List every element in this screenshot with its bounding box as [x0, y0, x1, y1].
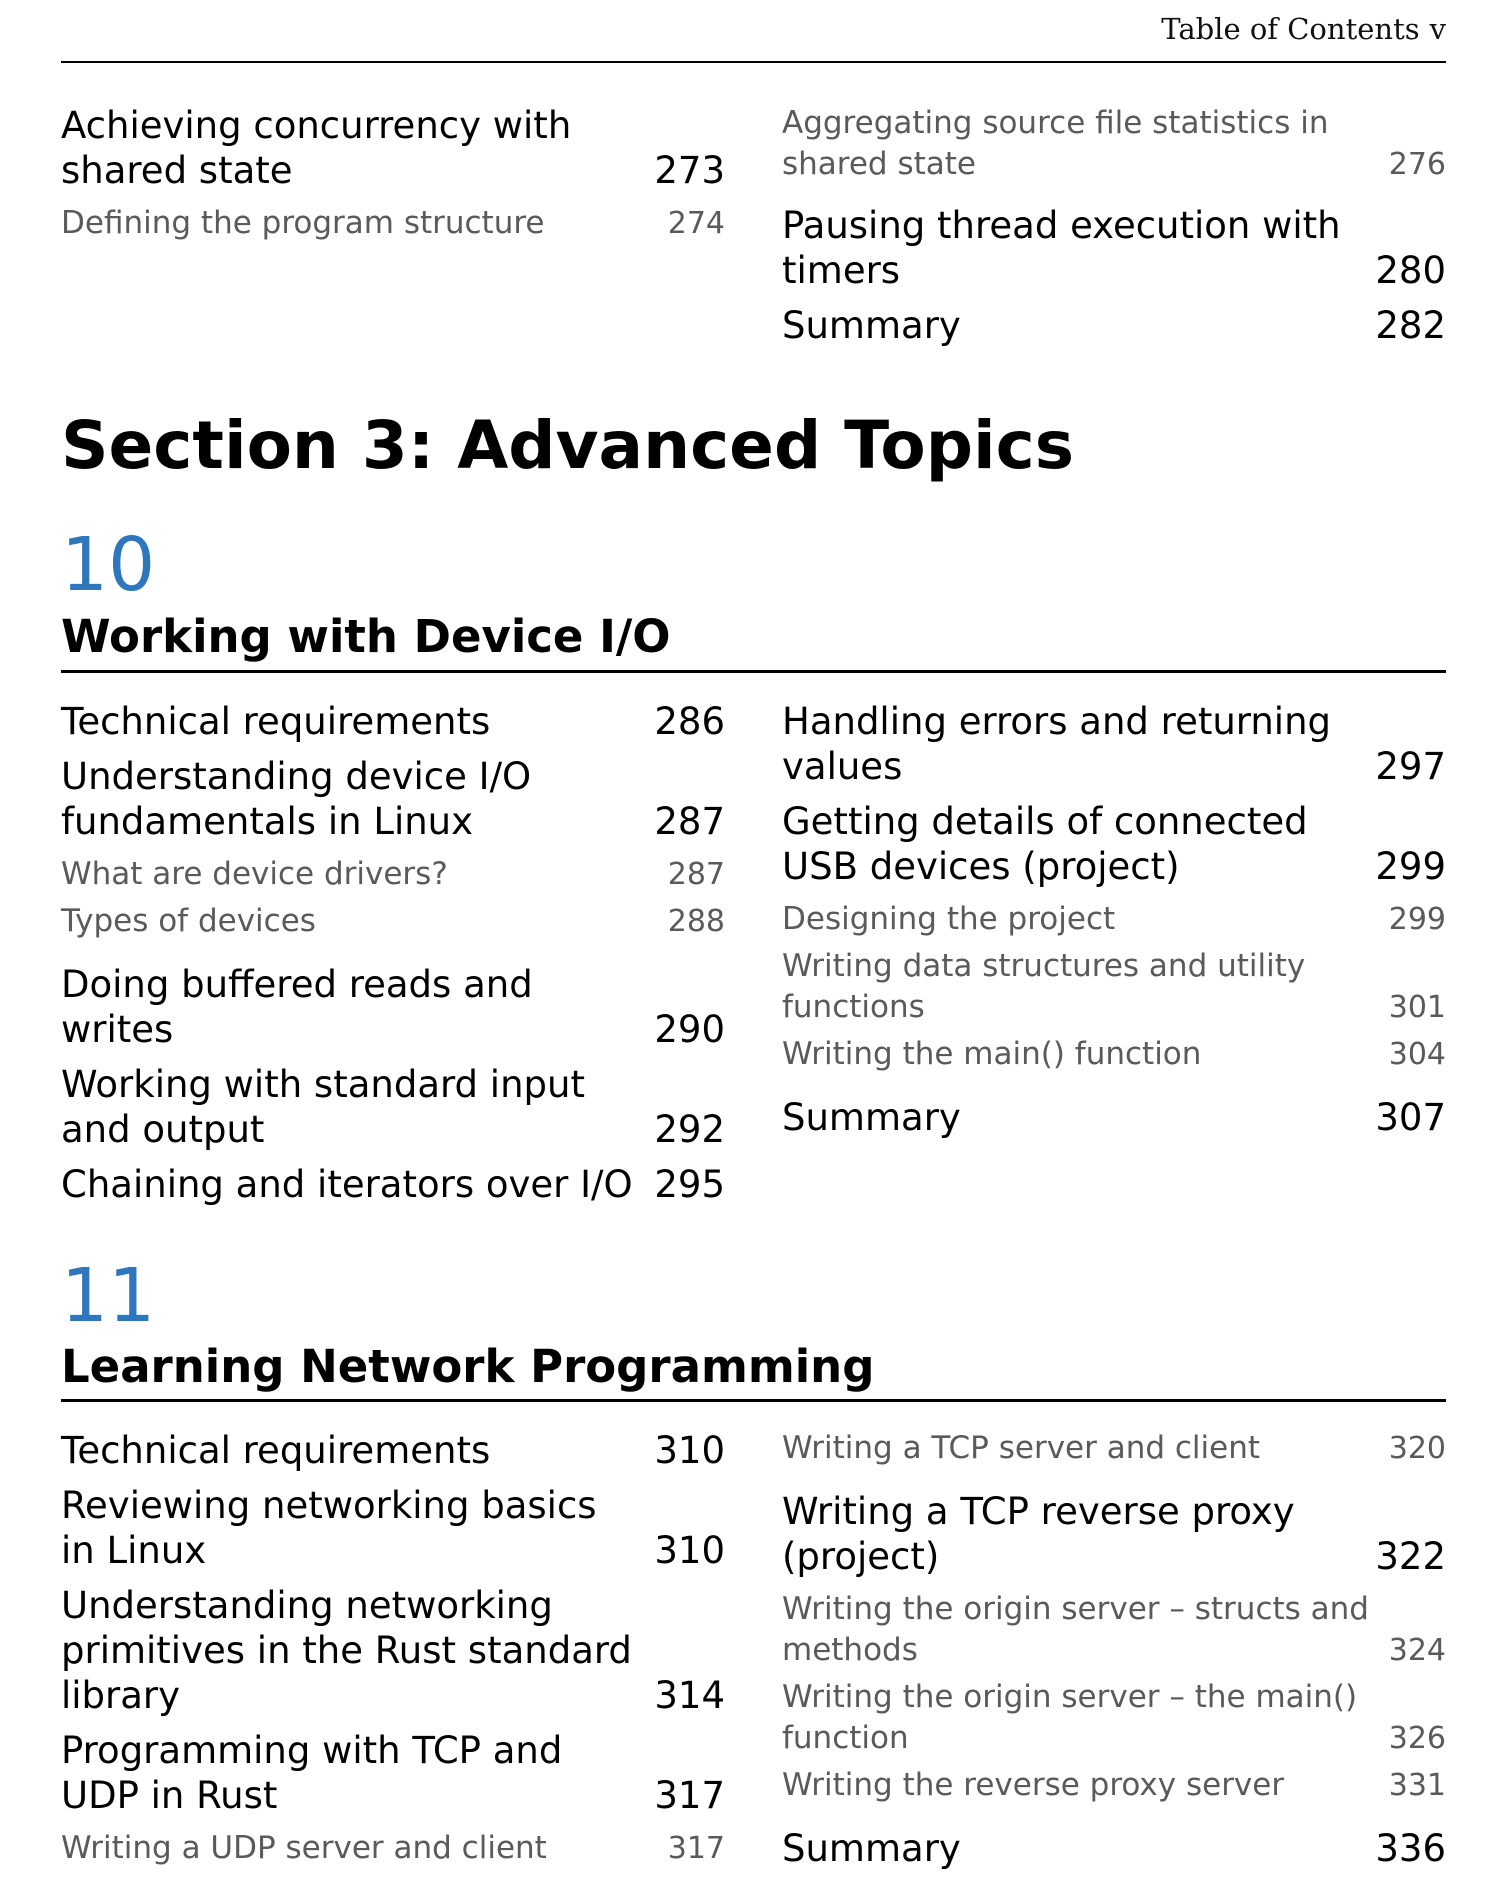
toc-entry-title: Programming with TCP and UDP in Rust — [61, 1729, 563, 1817]
toc-entry[interactable] — [782, 1589, 1446, 1671]
section-title: Section 3: Advanced Topics — [61, 407, 1075, 484]
toc-entry-title: Technical requirements — [61, 700, 491, 743]
toc-entry[interactable] — [782, 1428, 1446, 1469]
toc-block-chapter10 — [61, 699, 1446, 1229]
toc-entry-page: 326 — [1388, 1721, 1446, 1756]
toc-entry-title: Chaining and iterators over I/O — [61, 1163, 633, 1206]
toc-entry[interactable] — [61, 699, 725, 744]
toc-entry[interactable] — [782, 899, 1446, 940]
toc-entry-title: Writing the reverse proxy server — [782, 1767, 1285, 1803]
toc-entry-page: 317 — [667, 1831, 725, 1866]
toc-entry-title: Doing buffered reads and writes — [61, 963, 533, 1051]
toc-entry-title: Pausing thread execution with timers — [782, 204, 1341, 292]
toc-entry[interactable] — [61, 854, 725, 895]
toc-block-chapter11 — [61, 1428, 1446, 1898]
header-rule — [61, 61, 1446, 63]
toc-entry-page: 292 — [654, 1108, 725, 1151]
toc-entry[interactable] — [61, 1162, 725, 1207]
toc-entry[interactable] — [61, 754, 725, 844]
toc-entry-title: Summary — [782, 304, 961, 347]
toc-entry[interactable] — [61, 1062, 725, 1152]
toc-entry-page: 331 — [1388, 1768, 1446, 1803]
toc-entry[interactable] — [782, 303, 1446, 348]
chapter-number: 10 — [61, 522, 156, 608]
toc-entry-title: Understanding networking primitives in the Rust standard library — [61, 1584, 632, 1717]
toc-entry[interactable] — [61, 1483, 725, 1573]
toc-entry[interactable] — [782, 1034, 1446, 1075]
toc-entry-title: Writing data structures and utility functions — [782, 948, 1306, 1025]
toc-entry-page: 336 — [1375, 1827, 1446, 1870]
toc-entry[interactable] — [61, 1828, 725, 1869]
chapter-rule — [61, 1399, 1446, 1402]
toc-entry-title: Writing a UDP server and client — [61, 1830, 547, 1866]
toc-entry-title: Technical requirements — [61, 1429, 491, 1472]
toc-entry-page: 287 — [654, 800, 725, 843]
toc-entry-title: Defining the program structure — [61, 205, 545, 241]
toc-entry[interactable] — [782, 1826, 1446, 1871]
chapter-title[interactable]: Working with Device I/O — [61, 610, 671, 663]
toc-entry-page: 273 — [654, 149, 725, 192]
toc-entry[interactable] — [61, 1583, 725, 1718]
toc-entry-title: Writing the origin server – the main() function — [782, 1679, 1358, 1756]
toc-entry-page: 274 — [667, 206, 725, 241]
toc-entry-page: 295 — [654, 1163, 725, 1206]
toc-entry-title: Writing the main() function — [782, 1036, 1202, 1072]
toc-entry[interactable] — [61, 901, 725, 942]
page-number: v — [1429, 12, 1446, 46]
chapter-title[interactable]: Learning Network Programming — [61, 1340, 875, 1393]
running-header — [1161, 12, 1446, 46]
toc-entry-title: Summary — [782, 1096, 961, 1139]
toc-entry-title: Writing a TCP reverse proxy (project) — [782, 1490, 1295, 1578]
toc-entry-page: 307 — [1375, 1096, 1446, 1139]
toc-entry-title: Designing the project — [782, 901, 1116, 937]
toc-entry[interactable] — [782, 799, 1446, 889]
toc-entry-page: 288 — [667, 904, 725, 939]
toc-entry[interactable] — [782, 1677, 1446, 1759]
toc-entry[interactable] — [61, 103, 725, 193]
toc-entry-page: 320 — [1388, 1431, 1446, 1466]
toc-entry-page: 297 — [1375, 745, 1446, 788]
toc-entry-page: 286 — [654, 700, 725, 743]
toc-entry-title: Achieving concurrency with shared state — [61, 104, 572, 192]
toc-entry[interactable] — [61, 962, 725, 1052]
toc-entry-title: Types of devices — [61, 903, 316, 939]
toc-entry-title: Handling errors and returning values — [782, 700, 1332, 788]
toc-entry[interactable] — [782, 699, 1446, 789]
toc-entry-page: 299 — [1375, 845, 1446, 888]
toc-entry-title: Getting details of connected USB devices (project) — [782, 800, 1308, 888]
toc-entry[interactable] — [782, 1765, 1446, 1806]
chapter-number: 11 — [61, 1253, 156, 1339]
toc-entry-page: 322 — [1375, 1535, 1446, 1578]
toc-entry-page: 304 — [1388, 1037, 1446, 1072]
toc-entry-page: 287 — [667, 857, 725, 892]
toc-entry-page: 314 — [654, 1674, 725, 1717]
toc-entry-title: Writing a TCP server and client — [782, 1430, 1261, 1466]
toc-entry[interactable] — [782, 203, 1446, 293]
toc-entry-title: What are device drivers? — [61, 856, 448, 892]
toc-page — [61, 0, 1446, 1900]
toc-entry[interactable] — [782, 103, 1446, 185]
running-title: Table of Contents — [1161, 12, 1420, 46]
toc-entry-page: 280 — [1375, 249, 1446, 292]
toc-entry-page: 276 — [1388, 147, 1446, 182]
toc-entry[interactable] — [782, 946, 1446, 1028]
toc-entry-title: Reviewing networking basics in Linux — [61, 1484, 597, 1572]
toc-entry-title: Aggregating source file statistics in shared state — [782, 105, 1329, 182]
toc-entry[interactable] — [61, 203, 725, 244]
toc-entry-page: 317 — [654, 1774, 725, 1817]
toc-entry-page: 310 — [654, 1529, 725, 1572]
toc-entry[interactable] — [782, 1489, 1446, 1579]
toc-entry-title: Working with standard input and output — [61, 1063, 585, 1151]
toc-entry-page: 290 — [654, 1008, 725, 1051]
toc-entry-page: 299 — [1388, 902, 1446, 937]
toc-entry-title: Writing the origin server – structs and methods — [782, 1591, 1369, 1668]
toc-entry-page: 301 — [1388, 990, 1446, 1025]
toc-entry[interactable] — [61, 1728, 725, 1818]
toc-entry-page: 324 — [1388, 1633, 1446, 1668]
toc-entry[interactable] — [61, 1428, 725, 1473]
toc-entry-page: 310 — [654, 1429, 725, 1472]
toc-block-top — [61, 103, 1446, 383]
toc-entry[interactable] — [782, 1095, 1446, 1140]
toc-entry-title: Summary — [782, 1827, 961, 1870]
toc-entry-page: 282 — [1375, 304, 1446, 347]
toc-entry-title: Understanding device I/O fundamentals in Linux — [61, 755, 532, 843]
chapter-rule — [61, 670, 1446, 673]
